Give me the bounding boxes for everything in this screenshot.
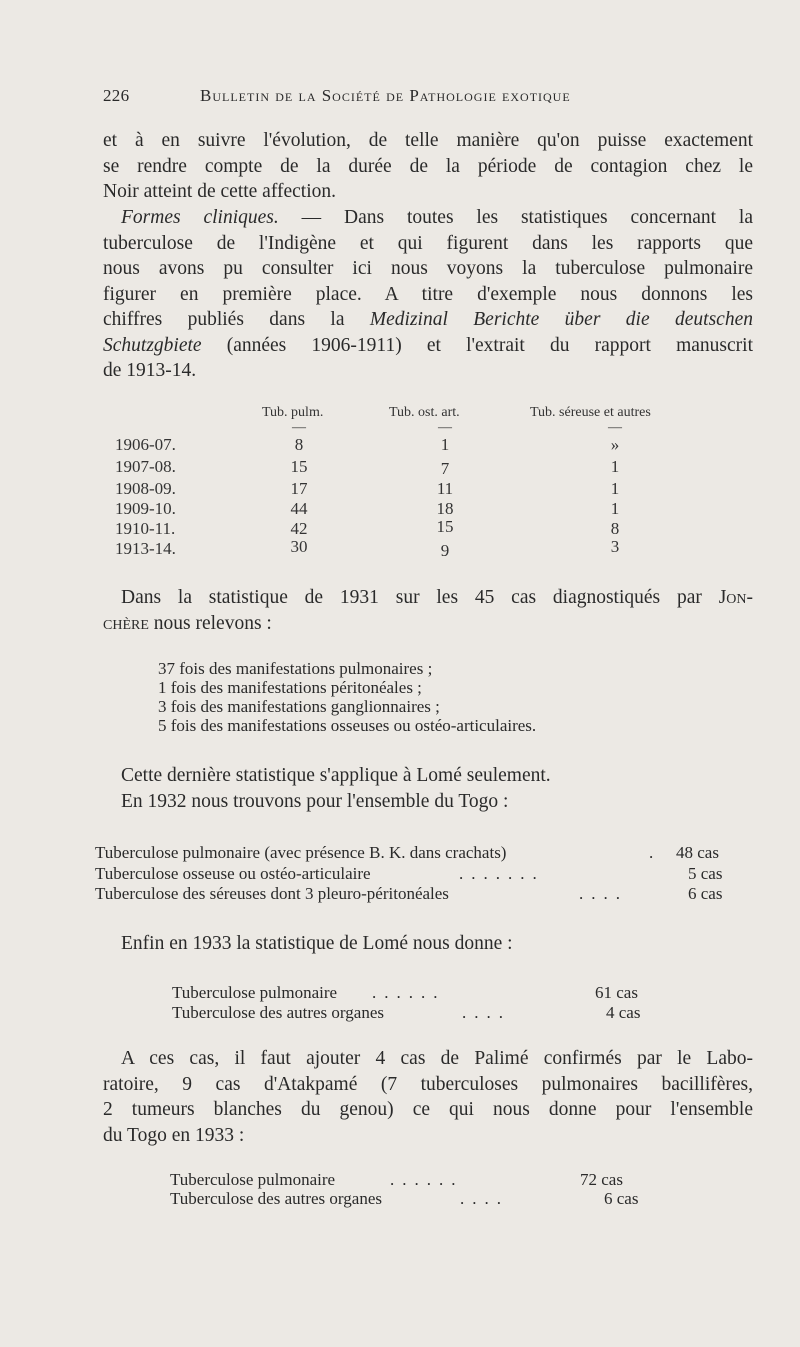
leader-dots: ....... [459, 864, 545, 883]
source-title: Medizinal Berichte über die deutschen [369, 309, 753, 330]
paragraph-contagion [103, 128, 753, 205]
text-line: se rendre compte de la durée de la période de contagion chez le [103, 155, 753, 177]
text-line: du Togo en 1933 : [103, 1124, 245, 1146]
row-value: 6 cas [688, 884, 723, 903]
year-cell: 1913-14. [115, 539, 176, 558]
leader-dots: ...... [390, 1170, 464, 1189]
table-row [95, 864, 545, 884]
text-line: Cette dernière statistique s'applique à Lomé seulement. [121, 765, 551, 786]
table-row [172, 1003, 511, 1023]
leader-dots: .... [460, 1189, 509, 1208]
ost-cell: 9 [440, 541, 450, 560]
text-line: tuberculose de l'Indigène et qui figurent dans les rapports que [103, 232, 753, 254]
column-header: Tub. séreuse et autres [530, 405, 651, 420]
row-label: Tuberculose des autres organes [170, 1189, 382, 1208]
row-value: 4 cas [606, 1003, 641, 1022]
paragraph-1933-lome [103, 931, 753, 957]
ser-cell: 1 [610, 457, 620, 476]
leader-dots: .... [462, 1003, 511, 1022]
ost-cell: 7 [440, 459, 450, 478]
text-line: Enfin en 1933 la statistique de Lomé nous donne : [121, 933, 513, 954]
ser-cell: 8 [610, 519, 620, 538]
text-line: A ces cas, il faut ajouter 4 cas de Palimé confirmés par le Labo- [121, 1048, 753, 1069]
column-header: Tub. pulm. [262, 405, 324, 420]
column-rule: — [438, 420, 452, 435]
manifestations-list [158, 659, 536, 735]
text-line: Noir atteint de cette affection. [103, 181, 336, 202]
table-row [95, 884, 628, 904]
list-item: 5 fois des manifestations osseuses ou ostéo-articulaires. [158, 716, 537, 735]
row-value: 61 cas [595, 983, 638, 1002]
ser-cell: » [610, 435, 620, 454]
year-cell: 1909-10. [115, 499, 176, 518]
table-row [170, 1170, 464, 1190]
row-label: Tuberculose pulmonaire [170, 1170, 336, 1189]
section-heading: Formes cliniques. [121, 207, 279, 228]
author-name: chère [103, 612, 149, 634]
year-cell: 1908-09. [115, 479, 176, 498]
ser-cell: 3 [610, 537, 620, 556]
pulm-cell: 30 [290, 537, 308, 556]
table-row [170, 1189, 509, 1209]
year-cell: 1907-08. [115, 457, 176, 476]
pulm-cell: 44 [290, 499, 308, 518]
source-title: Schutzgbiete [103, 334, 202, 356]
ser-cell: 1 [610, 499, 620, 518]
row-label: Tuberculose pulmonaire (avec présence B. K. dans crachats) [95, 843, 507, 862]
leader-dots: .... [579, 884, 628, 903]
paragraph-1931-statistics [103, 585, 753, 636]
year-cell: 1910-11. [115, 519, 176, 538]
author-name: Jon- [718, 587, 753, 608]
text-line: figurer en première place. A titre d'exemple nous donnons les [103, 283, 753, 305]
row-label: Tuberculose des autres organes [172, 1003, 384, 1022]
column-header: Tub. ost. art. [389, 405, 460, 420]
list-item: 3 fois des manifestations ganglionnaires ; [158, 697, 440, 716]
row-value: 5 cas [688, 864, 723, 883]
pulm-cell: 15 [290, 457, 308, 476]
row-label: Tuberculose des séreuses dont 3 pleuro-péritonéales [95, 884, 449, 903]
journal-title: Bulletin de la Société de Pathologie exotique [200, 86, 571, 105]
leader-dots: ...... [372, 983, 446, 1002]
text-line: nous avons pu consulter ici nous voyons la tuberculose pulmonaire [103, 258, 753, 279]
ser-cell: 1 [610, 479, 620, 498]
text-line: et à en suivre l'évolution, de telle manière qu'on puisse exactement [103, 130, 753, 151]
row-label: Tuberculose pulmonaire [172, 983, 338, 1002]
ost-cell: 15 [436, 517, 454, 536]
text-line: Schutzgbiete (années 1906-1911) et l'extrait du rapport manuscrit [103, 334, 753, 356]
row-value: 48 cas [676, 843, 719, 862]
text-line: 2 tumeurs blanches du genou) ce qui nous donne pour l'ensemble [103, 1099, 753, 1120]
text-line: En 1932 nous trouvons pour l'ensemble du Togo : [121, 790, 509, 812]
text-line: chiffres publiés dans la Medizinal Berichte über die deutschen [103, 309, 753, 330]
paragraph-palime-atakpame [103, 1046, 753, 1148]
ost-cell: 11 [436, 479, 454, 498]
text-line: ratoire, 9 cas d'Atakpamé (7 tuberculoses pulmonaires bacillifères, [103, 1073, 753, 1095]
ost-cell: 18 [436, 499, 454, 518]
leader-dots: . [649, 843, 662, 862]
pulm-cell: 42 [290, 519, 308, 538]
list-item: 37 fois des manifestations pulmonaires ; [158, 659, 433, 678]
table-row [95, 843, 662, 863]
column-rule: — [292, 420, 306, 435]
paragraph-clinical-forms [103, 205, 753, 384]
text-line: de 1913-14. [103, 360, 197, 381]
list-item: 1 fois des manifestations péritonéales ; [158, 678, 422, 697]
pulm-cell: 8 [294, 435, 304, 454]
paragraph-lome-togo [103, 763, 753, 814]
table-row [172, 983, 446, 1003]
year-cell: 1906-07. [115, 435, 176, 454]
text-line: Dans la statistique de 1931 sur les 45 cas diagnostiqués par Jon- [121, 587, 753, 608]
text-line: chère nous relevons : [103, 612, 272, 634]
row-label: Tuberculose osseuse ou ostéo-articulaire [95, 864, 371, 883]
page-number: 226 [103, 86, 130, 105]
text-line: Formes cliniques. — Dans toutes les statistiques concernant la [121, 207, 753, 228]
ost-cell: 1 [440, 435, 450, 454]
column-rule: — [608, 420, 622, 435]
pulm-cell: 17 [290, 479, 308, 498]
row-value: 72 cas [580, 1170, 623, 1189]
row-value: 6 cas [604, 1189, 639, 1208]
